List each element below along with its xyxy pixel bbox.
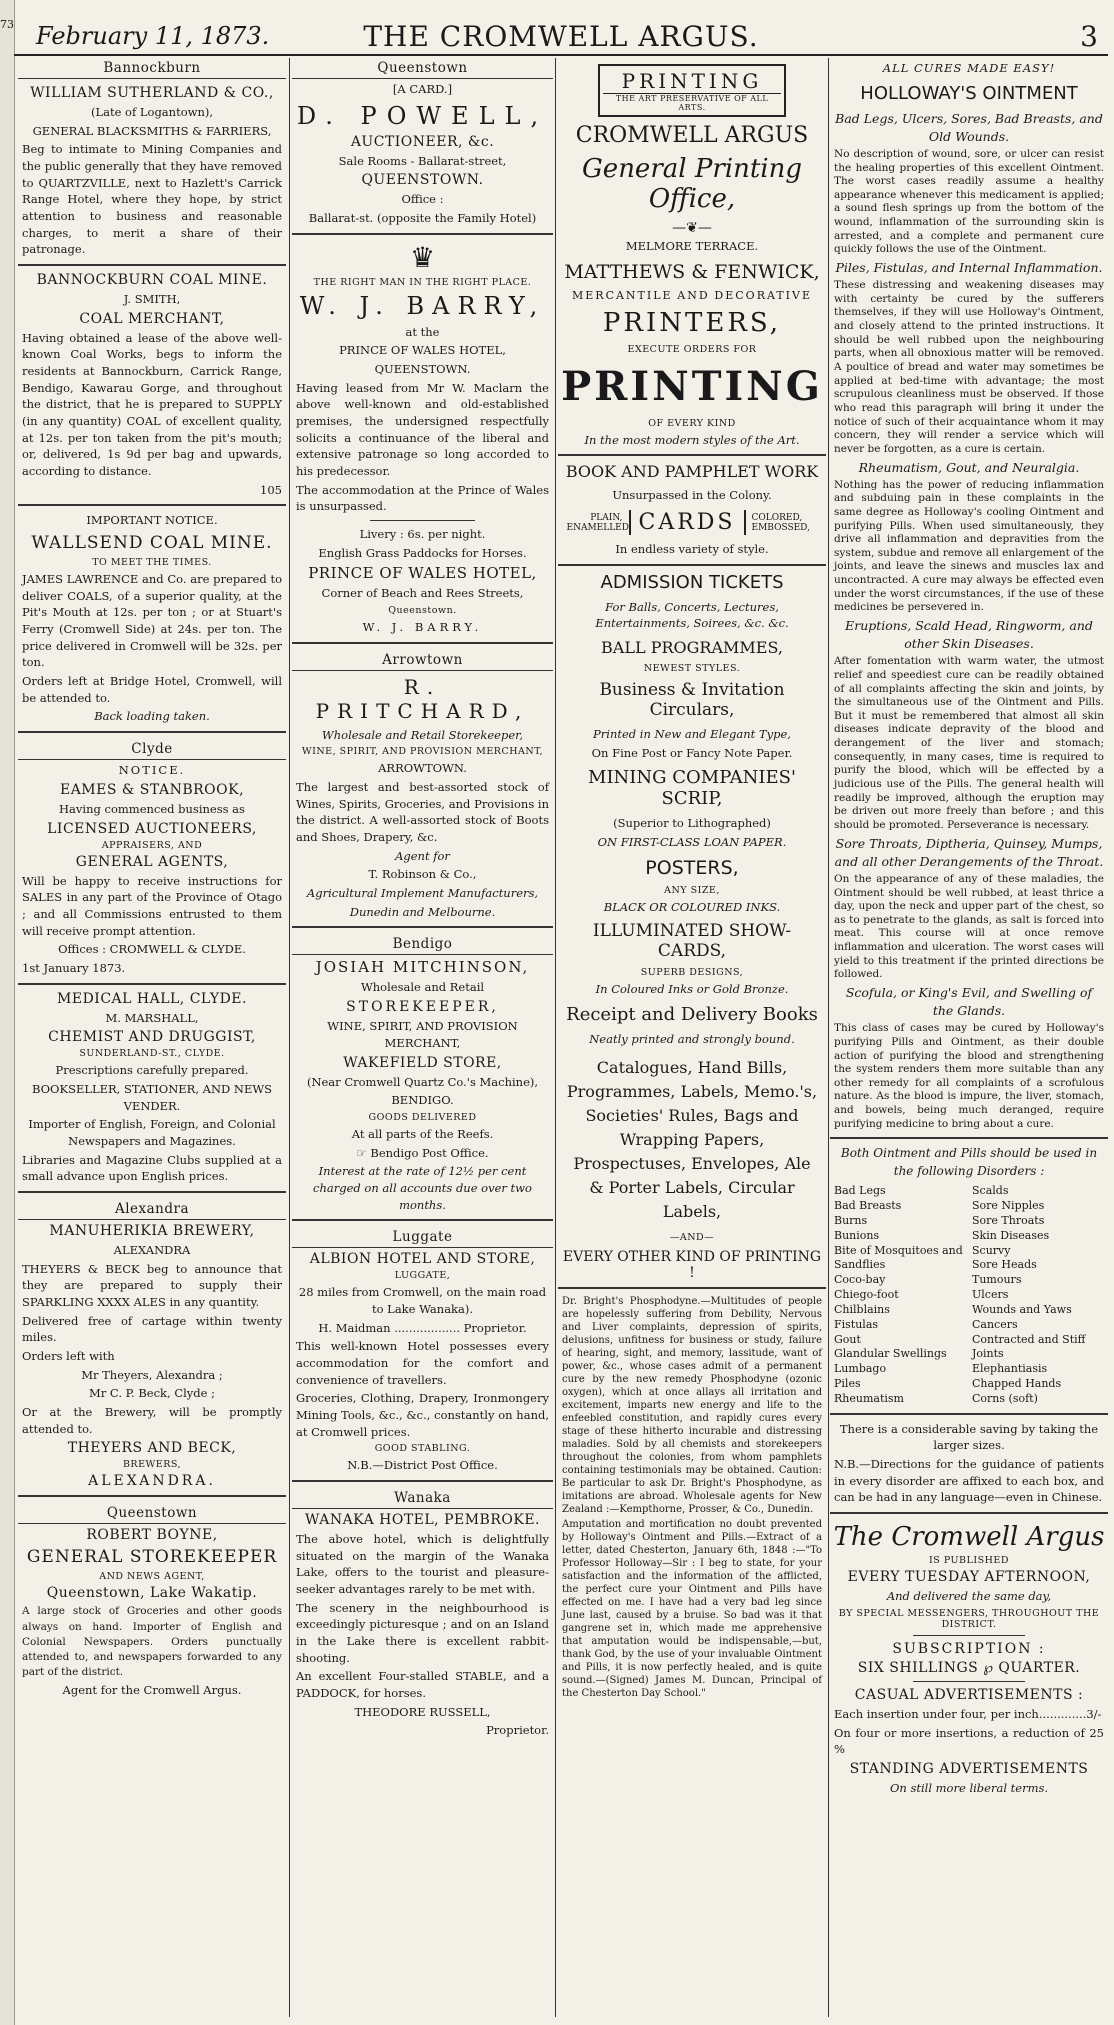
office-name: CROMWELL ARGUS (575, 123, 809, 148)
ad-hotel: PRINCE OF WALES HOTEL, (308, 564, 537, 583)
ad-line: At all parts of the Reefs. (351, 1126, 494, 1141)
ad-name: J. SMITH, (123, 292, 181, 307)
ad-trade: GENERAL BLACKSMITHS & FARRIERS, (32, 123, 272, 138)
pointing-hand-icon: ☞ (356, 1145, 371, 1160)
ad-line: T. Robinson & Co., (368, 867, 477, 882)
ad-body: An excellent Four-stalled STABLE, and a PADDOCK, for horses. (296, 1669, 549, 1700)
ad-post-office: Bendigo Post Office. (370, 1145, 489, 1160)
column-rule (555, 58, 556, 2017)
ad-line: STOREKEEPER, (346, 999, 499, 1016)
note-paper: On Fine Post or Fancy Note Paper. (591, 745, 793, 760)
ad-line: Prescriptions carefully prepared. (55, 1063, 249, 1078)
holloway-tagline: ALL CURES MADE EASY! (882, 61, 1056, 75)
column-1 (18, 58, 286, 2017)
ad-subtitle: (Late of Logantown), (90, 105, 214, 119)
ad-town: QUEENSTOWN. (361, 172, 484, 189)
disorder-item: Elephantiasis (972, 1362, 1048, 1376)
ad-proprietor: Proprietor. (486, 1723, 549, 1738)
ad-line: 28 miles from Cromwell, on the main road to Lake Wanaka). (298, 1285, 547, 1316)
casual-rate: Each insertion under four, per inch.............3/- (834, 1706, 1102, 1721)
ad-title: R. PRITCHARD, (315, 674, 530, 723)
paragraph: Nothing has the power of reducing inflammation and subduing pain in these complaints in the same degree as Holloway's cooling Ointment and purifying Pills. When used simultaneously, they drive all inflammation and depravities from the system, subdue and remove all enlargement of the joints, and leave the sinews and muscles lax and uncontracted. A cure may always be effected even under the worst circumstances, if the use of these medicines be persevered in. (834, 478, 1104, 614)
every-kind: OF EVERY KIND (648, 417, 736, 429)
disorder-item: Bad Legs (834, 1184, 886, 1198)
masthead-line: EVERY TUESDAY AFTERNOON, (847, 1569, 1091, 1586)
ad-line: Mr Theyers, Alexandra ; (81, 1367, 223, 1382)
disorder-item: Cancers (972, 1317, 1018, 1331)
disorder-item: Chiego-foot (834, 1288, 899, 1302)
disorder-item: Bunions (834, 1228, 880, 1242)
ad-line: English Grass Paddocks for Horses. (318, 545, 527, 560)
column-3 (558, 58, 826, 2017)
standing-heading: STANDING ADVERTISEMENTS (849, 1760, 1089, 1777)
ad-title: MEDICAL HALL, CLYDE. (57, 990, 247, 1007)
ad-body: The above hotel, which is delightfully situated on the margin of the Wanaka Lake, offers to the tourist and pleasure-seeker advantages rarely to be met with. (296, 1531, 549, 1596)
ad-line: Orders left with (22, 1348, 115, 1363)
section-heading: Luggate (292, 1227, 553, 1248)
paragraph: No description of wound, sore, or ulcer can resist the healing properties of this excellent Ointment. The worst cases readily assume a healthy appearance whenever this medicament is applied; a sound flesh springs up from the bottom of the wound, inflammation of the surrounding skin is arrested, and a complete and permanent cure quickly follows the use of the Ointment. (834, 147, 1104, 256)
ad-title: WILLIAM SUTHERLAND & CO., (30, 85, 274, 101)
disorders-list (834, 1184, 1104, 1407)
ad-line: Livery : 6s. per night. (359, 527, 486, 542)
ad-body: Groceries, Clothing, Drapery, Ironmongery Mining Tools, &c., &c., constantly on hand, at Cromwell prices. (296, 1391, 549, 1439)
cards-heading: CARDS (629, 510, 746, 535)
subhead: Scofula, or King's Evil, and Swelling of the Glands. (845, 984, 1093, 1019)
printing-display: PRINTING (561, 362, 823, 410)
unsurpassed: Unsurpassed in the Colony. (612, 488, 772, 503)
directions-note: N.B.—Directions for the guidance of patients in every disorder are affixed to each box, and can be had in any language—even in Chinese. (834, 1457, 1104, 1505)
ad-body: A large stock of Groceries and other goods always on hand. Importer of English and Colonial Newspapers. Orders punctually attended to, and newspapers forwarded to any part of the district. (22, 1605, 282, 1679)
ad-body: THEYERS & BECK beg to announce that they are prepared to supply their SPARKLING XXXX ALES in any quantity. (22, 1261, 282, 1309)
ad-town: LUGGATE, (394, 1270, 451, 1282)
ad-trade: AUCTIONEER, &c. (350, 133, 495, 150)
ad-notice: IMPORTANT NOTICE. (86, 513, 218, 528)
cards-row (558, 510, 826, 535)
section-heading: Bannockburn (18, 58, 286, 79)
ad-number: 105 (260, 482, 282, 497)
section-heading: Clyde (18, 739, 286, 760)
elegant-type: Printed in New and Elegant Type, (593, 727, 791, 742)
ad-town: Queenstown. (388, 605, 457, 617)
ad-line: at the (405, 324, 440, 339)
ad-hotel: PRINCE OF WALES HOTEL, (339, 343, 506, 358)
ad-place: Queenstown, Lake Wakatip. (46, 1585, 258, 1602)
saving-note: There is a considerable saving by taking the larger sizes. (839, 1421, 1099, 1453)
ad-card: [A CARD.] (392, 82, 453, 96)
disorder-item: Gout (834, 1332, 861, 1346)
ad-title: ALBION HOTEL AND STORE, (309, 1251, 536, 1268)
ad-line: BENDIGO. (391, 1093, 454, 1108)
ad-line: WINE, SPIRIT, AND PROVISION MERCHANT, (327, 1019, 518, 1050)
masthead-line: And delivered the same day, (886, 1589, 1052, 1604)
disorder-item: Glandular Swellings (834, 1347, 947, 1361)
section-heading: Queenstown (292, 58, 553, 79)
ad-body: Beg to intimate to Mining Companies and the public generally that they have removed to QUARTZVILLE, next to Hazlett's Carrick Range Hotel, where they hope, by strict attention to business and reasonable charges, to merit a share of their patronage. (22, 142, 282, 257)
arch-left: MERCANTILE (572, 288, 673, 302)
casual-discount: On four or more insertions, a reduction of 25 % (834, 1725, 1104, 1757)
lithographed: (Superior to Lithographed) (613, 816, 771, 831)
disorder-item: Piles (834, 1377, 861, 1391)
any-size: ANY SIZE, (664, 884, 720, 896)
standing-terms: On still more liberal terms. (889, 1780, 1049, 1795)
ad-address: SUNDERLAND-ST., CLYDE. (79, 1048, 225, 1060)
ad-line: Sale Rooms - Ballarat-street, (338, 153, 507, 168)
ad-interest: Interest at the rate of 12½ per cent charged on all accounts due over two months. (313, 1164, 532, 1212)
disorder-item: Coco-bay (834, 1273, 886, 1287)
book-work: BOOK AND PAMPHLET WORK (565, 462, 819, 482)
section-heading: Bendigo (292, 934, 553, 955)
ad-line: Delivered free of cartage within twenty miles. (22, 1313, 282, 1345)
ad-line: Agricultural Implement Manufacturers, (306, 886, 539, 901)
printers-heading: PRINTERS, (602, 307, 782, 338)
ad-line: Importer of English, Foreign, and Colonial Newspapers and Magazines. (28, 1117, 276, 1148)
show-cards: ILLUMINATED SHOW-CARDS, (592, 921, 792, 962)
ornament-icon: —❦— (672, 220, 712, 236)
ad-line: Or at the Brewery, will be promptly attended to. (22, 1404, 282, 1436)
disorder-item: Sore Throats (972, 1213, 1045, 1227)
disorder-item: Corns (soft) (972, 1391, 1038, 1405)
crown-icon: ♛ (409, 240, 436, 274)
masthead-title: The Cromwell Argus (833, 1522, 1105, 1553)
strongly-bound: Neatly printed and strongly bound. (589, 1032, 795, 1047)
ad-date: 1st January 1873. (22, 960, 126, 975)
ad-line: Dunedin and Melbourne. (349, 904, 496, 919)
paragraph: This class of cases may be cured by Holloway's purifying Pills and Ointment, as their double action of purifying the blood and strengthening the system renders them more suitable than any other remedy for all complaints of a scrofulous nature. As the blood is impure, the liver, stomach, and bowels, being much deranged, require purifying medicine to bring about a cure. (834, 1022, 1104, 1130)
banner-title: PRINTING (621, 69, 763, 93)
disorder-item: Ulcers (972, 1288, 1009, 1302)
ad-line: Mr C. P. Beck, Clyde ; (89, 1386, 215, 1401)
circulars: Business & Invitation Circulars, (599, 680, 785, 721)
disorders-heading: Both Ointment and Pills should be used in the following Disorders : (840, 1146, 1098, 1178)
ad-proprietor: H. Maidman .................. Proprietor. (318, 1320, 527, 1335)
ad-trade: CHEMIST AND DRUGGIST, (48, 1029, 256, 1046)
page-number: 3 (1080, 20, 1098, 53)
disorders-column-b (972, 1184, 1104, 1407)
ad-line (296, 1145, 549, 1162)
section-heading: Wanaka (292, 1488, 553, 1509)
ad-body: This well-known Hotel possesses every accommodation for the comfort and convenience of travellers. (296, 1339, 549, 1387)
ad-title: JOSIAH MITCHINSON, (315, 958, 530, 977)
section-heading: Alexandra (18, 1199, 286, 1220)
holloway-testimonial: Amputation and mortification no doubt prevented by Holloway's Ointment and Pills.—Extract of a letter, dated Chesterton, January 6th, 1848 :—"To Professor Holloway—Sir : I beg to state, for your satisfaction and the information of the afflicted, the perfect cure your Ointment and Pills have effected on me. I have had a very bad leg since June last, caused by a bruise. So bad was it that gangrene set in, which made me apprehensive that amputation would be indispensable,—but, thank God, by the use of your invaluable Ointment and Pills, it is now perfectly healed, and is quite sound.—(Signed) James M. Duncan, Principal of the Chesterton Day School." (562, 1518, 822, 1699)
ad-line: GENERAL AGENTS, (75, 853, 229, 870)
arch-mid: AND (677, 288, 710, 302)
ad-line: WAKEFIELD STORE, (343, 1054, 502, 1071)
ad-signature: ALEXANDRA. (88, 1473, 216, 1490)
ad-body: The largest and best-assorted stock of Wines, Spirits, Groceries, and Provisions in the district. A well-assorted stock of Boots and Shoes, Drapery, &c. (296, 780, 549, 845)
ad-line: Agent for (395, 848, 450, 863)
ad-line: N.B.—District Post Office. (347, 1458, 498, 1473)
ad-town: QUEENSTOWN. (374, 362, 471, 377)
disorder-item: Lumbago (834, 1362, 887, 1376)
office-owners: MATTHEWS & FENWICK, (564, 260, 820, 283)
ad-signature: W. J. BARRY. (362, 620, 483, 635)
subscription-rate: SIX SHILLINGS ℘ QUARTER. (857, 1659, 1081, 1676)
column-2 (292, 58, 553, 2017)
subhead: Eruptions, Scald Head, Ringworm, and other Skin Diseases. (845, 618, 1093, 652)
ad-note: Back loading taken. (94, 709, 210, 724)
ad-name: M. MARSHALL, (105, 1010, 199, 1025)
disorder-item: Scurvy (972, 1243, 1011, 1257)
ad-line: GOOD STABLING. (374, 1443, 471, 1455)
ad-town: ARROWTOWN. (378, 761, 467, 776)
inks: BLACK OR COLOURED INKS. (603, 899, 781, 914)
mining-scrip: MINING COMPANIES' SCRIP, (588, 767, 796, 810)
holloway-title: HOLLOWAY'S OINTMENT (860, 82, 1078, 104)
subscription-heading: SUBSCRIPTION : (892, 1640, 1046, 1657)
cards-right: COLORED, EMBOSSED, (751, 512, 810, 533)
paragraph: On the appearance of any of these maladies, the Ointment should be well rubbed, at least thrice a day, upon the neck and upper part of the chest, so as to penetrate to the glands, as salt is forced into meat. This course will at once remove inflammation and ulceration. The worst cases will yield to this treatment if the printed directions be followed. (834, 872, 1104, 981)
ad-motto: THE RIGHT MAN IN THE RIGHT PLACE. (313, 276, 532, 288)
ad-offices: Offices : CROMWELL & CLYDE. (58, 942, 246, 957)
superb-designs: SUPERB DESIGNS, (640, 967, 744, 979)
ad-agent: Agent for the Cromwell Argus. (62, 1683, 242, 1698)
ad-title: WALLSEND COAL MINE. (31, 533, 273, 554)
ad-line: (Near Cromwell Quartz Co.'s Machine), (306, 1074, 539, 1089)
newspaper-title: THE CROMWELL ARGUS. (363, 20, 759, 53)
disorder-item: Bite of Mosquitoes and Sandflies (834, 1243, 963, 1272)
disorder-item: Contracted and Stiff Joints (972, 1332, 1086, 1361)
ad-signature: BREWERS, (122, 1459, 182, 1471)
ad-subtitle: ALEXANDRA (113, 1242, 191, 1257)
loan-paper: ON FIRST-CLASS LOAN PAPER. (597, 835, 787, 850)
gold-bronze: In Coloured Inks or Gold Bronze. (595, 982, 789, 997)
phosphodyne-ad: Dr. Bright's Phosphodyne.—Multitudes of people are hopelessly suffering from Debility, Nervous and Liver complaints, depression of spirits, delusions, unfitness for business or study, failure of hearing, sight, and memory, lassitude, want of power, &c., whose cases admit of a permanent cure by the new remedy Phosphodyne (ozonic oxygen), which at once allays all irritation and excitement, imparts new energy and life to the enfeebled constitution, and rapidly cures every stage of these hitherto incurable and distressing maladies. Sold by all chemists and storekeepers throughout the colonies, from whom pamphlets containing testimonials may be obtained. Caution: Be particular to ask Dr. Bright's Phosphodyne, as imitations are abroad. Wholesale agents for New Zealand :—Kempthorne, Prosser, & Co., Dunedin. (562, 1295, 822, 1515)
ad-body: JAMES LAWRENCE and Co. are prepared to deliver COALS, of a superior quality, at the Pit's Mouth at 12s. per ton ; or at Stuart's Ferry (Cromwell Side) at 24s. per ton. The price delivered in Cromwell will be 32s. per ton. (22, 572, 282, 670)
ad-line: APPRAISERS, AND (101, 839, 203, 851)
ad-line: Libraries and Magazine Clubs supplied at a small advance upon English prices. (22, 1152, 282, 1184)
ad-line: Wholesale and Retail (360, 980, 485, 995)
ad-line: BOOKSELLER, STATIONER, AND NEWS VENDER. (31, 1081, 273, 1113)
ball-programmes: BALL PROGRAMMES, (601, 638, 783, 658)
disorders-column-a (834, 1184, 966, 1407)
disorder-item: Tumours (972, 1273, 1022, 1287)
subhead: Bad Legs, Ulcers, Sores, Bad Breasts, and Old Wounds. (835, 110, 1103, 144)
ticket-uses: For Balls, Concerts, Lectures, Entertainments, Soirees, &c. &c. (595, 599, 789, 631)
subhead: Rheumatism, Gout, and Neuralgia. (858, 459, 1080, 475)
ad-subtitle: TO MEET THE TIMES. (92, 557, 212, 569)
disorder-item: Scalds (972, 1184, 1009, 1198)
page-header (14, 14, 1108, 56)
ad-line: Office : (401, 192, 444, 207)
ad-title: GENERAL STOREKEEPER (26, 1547, 278, 1568)
casual-heading: CASUAL ADVERTISEMENTS : (854, 1686, 1084, 1703)
disorder-item: Burns (834, 1213, 868, 1227)
ad-trade: COAL MERCHANT, (79, 310, 225, 327)
arch-right: DECORATIVE (714, 288, 812, 302)
ad-title: BANNOCKBURN COAL MINE. (36, 272, 268, 289)
ad-body: The scenery in the neighbourhood is exceedingly picturesque ; and on an Island in the Lake there is excellent rabbit-shooting. (296, 1600, 549, 1665)
ad-title: MANUHERIKIA BREWERY, (49, 1222, 255, 1239)
and-line: —AND— (669, 1231, 715, 1243)
orders-line: EXECUTE ORDERS FOR (627, 343, 757, 355)
ad-notice: NOTICE. (118, 763, 186, 778)
column-rule (828, 58, 829, 2017)
ad-signature: THEYERS AND BECK, (67, 1440, 237, 1457)
ad-body: Will be happy to receive instructions for SALES in any part of the Province of Otago ; and all Commissions entrusted to them will receive prompt attention. (22, 873, 282, 938)
subhead: Piles, Fistulas, and Internal Inflammation. (835, 260, 1103, 276)
paragraph: After fomentation with warm water, the utmost relief and speediest cure can be readily obtained of all complaints affecting the skin and joints, by the simultaneous use of the Ointment and Pills. But it must be remembered that almost all skin diseases indicate depravity of the blood and derangement of the liver and stomach; consequently, in many cases, time is required to purify the blood, which will be effected by a judicious use of the Pills. The general health will readily be improved, although the eruption may be driven out more freely than before ; and this should be promoted. Perseverance is necessary. (834, 655, 1104, 831)
disorder-item: Rheumatism (834, 1391, 904, 1405)
section-heading: Queenstown (18, 1503, 286, 1524)
ad-title: EAMES & STANBROOK, (59, 781, 245, 798)
ad-title: D. POWELL, (296, 101, 549, 130)
column-rule (289, 58, 290, 2017)
ad-line: Having commenced business as (59, 801, 245, 816)
modern-styles: In the most modern styles of the Art. (584, 432, 800, 447)
ad-body: Orders left at Bridge Hotel, Cromwell, will be attended to. (22, 674, 282, 705)
ad-line: GOODS DELIVERED (368, 1111, 477, 1123)
banner-subtitle: THE ART PRESERVATIVE OF ALL ARTS. (603, 93, 781, 112)
disorder-item: Chapped Hands (972, 1377, 1062, 1391)
section-heading: Arrowtown (292, 650, 553, 671)
paragraph: These distressing and weakening diseases may with certainty be cured by the sufferers themselves, if they will use Holloway's Ointment, and closely attend to the printed instructions. It should be well rubbed upon the neighbouring parts, when all obnoxious matter will be removed. A poultice of bread and water may sometimes be applied at bed-time with advantage; the most scrupulous cleanliness must be observed. If those who read this paragraph will bring it under the notice of such of their acquaintance whom it may concern, they will render a service which will never be forgotten, as a cure is certain. (834, 279, 1104, 455)
disorder-item: Chilblains (834, 1302, 890, 1316)
disorder-item: Wounds and Yaws (972, 1302, 1072, 1316)
ad-title: WANAKA HOTEL, PEMBROKE. (305, 1511, 540, 1528)
ad-title: W. J. BARRY, (299, 291, 546, 320)
posters: POSTERS, (645, 856, 739, 879)
receipt-books: Receipt and Delivery Books (566, 1004, 818, 1026)
endless-variety: In endless variety of style. (615, 542, 769, 557)
printers-arch (572, 289, 812, 302)
masthead-line: IS PUBLISHED (929, 1555, 1009, 1567)
disorder-item: Sore Heads (972, 1258, 1037, 1272)
office-address: MELMORE TERRACE. (625, 239, 759, 253)
ad-signature: THEODORE RUSSELL, (354, 1704, 491, 1719)
disorder-item: Fistulas (834, 1317, 879, 1331)
masthead-line: BY SPECIAL MESSENGERS, THROUGHOUT THE DISTRICT. (838, 1607, 1100, 1630)
ad-subtitle: AND NEWS AGENT, (99, 1571, 205, 1583)
cards-left: PLAIN, ENAMELLED, (566, 512, 632, 533)
ad-body: Having obtained a lease of the above well-known Coal Works, begs to inform the residents at Bannockburn, Carrick Range, Bendigo, Kawarau Gorge, and throughout the district, that he is prepared to SUPPLY (in any quantity) COAL of excellent quality, at 12s. per ton taken from the pit's mouth; or, delivered, 1s 9d per bag and upwards, according to distance. (22, 330, 282, 479)
ad-line: Corner of Beach and Rees Streets, (321, 586, 524, 601)
ad-trade: WINE, SPIRIT, AND PROVISION MERCHANT, (301, 746, 544, 758)
ad-body: Having leased from Mr W. Maclarn the above well-known and old-established premises, the undersigned respectfully solicits a continuance of the liberal and extensive patronage so long accorded to his predecessor. (296, 380, 549, 479)
every-other-kind: EVERY OTHER KIND OF PRINTING ! (562, 1248, 822, 1281)
catalogue-list: Catalogues, Hand Bills, Programmes, Labels, Memo.'s, Societies' Rules, Bags and Wrapping Papers, Prospectuses, Envelopes, Ale & Porter Labels, Circular Labels, (566, 1057, 818, 1221)
admission-tickets: ADMISSION TICKETS (600, 571, 784, 593)
newest-styles: NEWEST STYLES. (643, 663, 741, 675)
subhead: Sore Throats, Diptheria, Quinsey, Mumps, and all other Derangements of the Throat. (834, 835, 1104, 869)
office-script: General Printing Office, (582, 154, 802, 214)
binding-margin (0, 0, 15, 2025)
disorder-item: Sore Nipples (972, 1198, 1045, 1212)
column-4 (830, 58, 1108, 2017)
ad-address: Ballarat-st. (opposite the Family Hotel) (308, 211, 537, 226)
ad-name: ROBERT BOYNE, (86, 1527, 218, 1544)
disorder-item: Bad Breasts (834, 1198, 902, 1212)
ad-body: The accommodation at the Prince of Wales is unsurpassed. (296, 482, 549, 514)
ad-line: LICENSED AUCTIONEERS, (47, 820, 257, 837)
ad-trade: Wholesale and Retail Storekeeper, (321, 727, 524, 742)
disorder-item: Skin Diseases (972, 1228, 1050, 1242)
margin-page-number: 73 (0, 18, 14, 31)
issue-date: February 11, 1873. (36, 22, 270, 50)
printing-banner (598, 64, 786, 117)
